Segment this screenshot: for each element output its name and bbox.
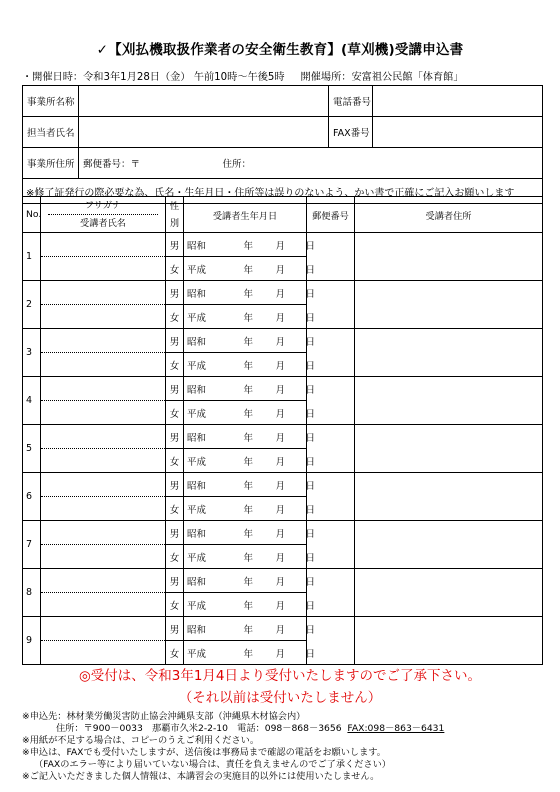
dob-cell[interactable] xyxy=(184,257,315,281)
era-label: 平成 xyxy=(187,312,207,324)
participant-address-field[interactable] xyxy=(355,329,543,377)
sex-male[interactable]: 男 xyxy=(166,233,184,257)
dob-cell[interactable] xyxy=(184,473,315,497)
participant-row xyxy=(23,329,543,353)
name-header xyxy=(41,197,166,233)
form-title: ✓【刈払機取扱作業者の安全衛生教育】(草刈機)受講申込書 xyxy=(96,42,464,58)
phone-field[interactable] xyxy=(373,86,543,117)
fax-note: ※申込は、FAXでも受付いたしますが、送信後は事務局まで確認の電話をお願いします。 xyxy=(22,747,386,758)
era-label: 昭和 xyxy=(187,576,207,588)
furigana-field[interactable] xyxy=(41,473,166,497)
office-info-table xyxy=(22,85,543,204)
year-label: 年 xyxy=(243,408,253,420)
year-label: 年 xyxy=(243,576,253,588)
sex-male[interactable]: 男 xyxy=(166,617,184,641)
row-number: 7 xyxy=(23,521,41,569)
month-label: 月 xyxy=(275,384,285,396)
participant-name-field[interactable] xyxy=(41,545,166,569)
month-label: 月 xyxy=(275,480,285,492)
event-date: ・開催日時：令和3年1月28日（金） 午前10時～午後5時 xyxy=(22,72,285,83)
participant-row xyxy=(23,521,543,545)
month-label: 月 xyxy=(275,336,285,348)
dob-cell[interactable] xyxy=(184,377,315,401)
furigana-field[interactable] xyxy=(41,617,166,641)
participant-address-field[interactable] xyxy=(355,233,543,281)
participant-address-field[interactable] xyxy=(355,617,543,665)
era-label: 昭和 xyxy=(187,528,207,540)
month-label: 月 xyxy=(275,288,285,300)
dob-cell[interactable] xyxy=(184,401,315,425)
furigana-field[interactable] xyxy=(41,329,166,353)
participant-address-field[interactable] xyxy=(355,377,543,425)
participant-name-field[interactable] xyxy=(41,449,166,473)
participant-name-field[interactable] xyxy=(41,593,166,617)
dob-cell[interactable] xyxy=(184,353,315,377)
sex-female[interactable]: 女 xyxy=(166,401,184,425)
participant-address-field[interactable] xyxy=(355,473,543,521)
addr-label: 住所： xyxy=(222,159,252,170)
sex-header-top: 性 xyxy=(169,200,180,212)
year-label: 年 xyxy=(243,312,253,324)
year-label: 年 xyxy=(243,288,253,300)
month-label: 月 xyxy=(275,312,285,324)
dob-cell[interactable] xyxy=(184,281,315,305)
sex-female[interactable]: 女 xyxy=(166,305,184,329)
sex-female[interactable]: 女 xyxy=(166,353,184,377)
month-label: 月 xyxy=(275,648,285,660)
sex-female[interactable]: 女 xyxy=(166,497,184,521)
year-label: 年 xyxy=(243,648,253,660)
dob-cell[interactable] xyxy=(184,233,315,257)
era-label: 平成 xyxy=(187,456,207,468)
year-label: 年 xyxy=(243,240,253,252)
day-label: 日 xyxy=(305,240,315,252)
fax-error-note: （FAXのエラー等により届いていない場合は、責任を負えませんのでご了承ください） xyxy=(34,759,391,770)
year-label: 年 xyxy=(243,360,253,372)
era-label: 昭和 xyxy=(187,240,207,252)
furigana-header: フリガナ xyxy=(48,197,158,215)
furigana-field[interactable] xyxy=(41,233,166,257)
year-label: 年 xyxy=(243,624,253,636)
row-number: 5 xyxy=(23,425,41,473)
year-label: 年 xyxy=(243,432,253,444)
month-label: 月 xyxy=(275,408,285,420)
year-label: 年 xyxy=(243,264,253,276)
year-label: 年 xyxy=(243,336,253,348)
era-label: 平成 xyxy=(187,504,207,516)
era-label: 平成 xyxy=(187,600,207,612)
dob-cell[interactable] xyxy=(184,593,315,617)
month-label: 月 xyxy=(275,456,285,468)
day-label: 日 xyxy=(305,432,315,444)
month-label: 月 xyxy=(275,504,285,516)
sex-female[interactable]: 女 xyxy=(166,593,184,617)
postal-label: 郵便番号：〒 xyxy=(83,159,141,170)
day-label: 日 xyxy=(305,384,315,396)
dob-cell[interactable] xyxy=(184,545,315,569)
row-number: 2 xyxy=(23,281,41,329)
sex-male[interactable]: 男 xyxy=(166,521,184,545)
month-label: 月 xyxy=(275,552,285,564)
day-label: 日 xyxy=(305,480,315,492)
dob-cell[interactable] xyxy=(184,305,315,329)
day-label: 日 xyxy=(305,576,315,588)
furigana-field[interactable] xyxy=(41,425,166,449)
furigana-field[interactable] xyxy=(41,521,166,545)
dob-cell[interactable] xyxy=(184,569,315,593)
dob-cell[interactable] xyxy=(184,617,315,641)
contact-label: 担当者氏名 xyxy=(23,117,79,148)
applicant-info: ※申込先：林材業労働災害防止協会沖縄県支部（沖縄県木材協会内） xyxy=(22,711,306,722)
sex-male[interactable]: 男 xyxy=(166,377,184,401)
year-label: 年 xyxy=(243,528,253,540)
dob-cell[interactable] xyxy=(184,497,315,521)
era-label: 平成 xyxy=(187,648,207,660)
era-label: 昭和 xyxy=(187,432,207,444)
participant-name-field[interactable] xyxy=(41,257,166,281)
day-label: 日 xyxy=(305,600,315,612)
sex-female[interactable]: 女 xyxy=(166,257,184,281)
office-name-field[interactable] xyxy=(79,86,329,117)
fax-label: FAX番号 xyxy=(329,117,373,148)
dob-header: 受講者生年月日 xyxy=(184,197,307,233)
day-label: 日 xyxy=(305,552,315,564)
year-label: 年 xyxy=(243,384,253,396)
fax-field[interactable] xyxy=(373,117,543,148)
era-label: 昭和 xyxy=(187,288,207,300)
era-label: 昭和 xyxy=(187,624,207,636)
sex-male[interactable]: 男 xyxy=(166,329,184,353)
row-number: 6 xyxy=(23,473,41,521)
era-label: 昭和 xyxy=(187,384,207,396)
year-label: 年 xyxy=(243,600,253,612)
month-label: 月 xyxy=(275,432,285,444)
participant-row xyxy=(23,569,543,593)
event-info xyxy=(22,68,464,83)
participant-address-field[interactable] xyxy=(355,569,543,617)
year-label: 年 xyxy=(243,480,253,492)
fax-number: FAX:098－863－6431 xyxy=(347,723,445,734)
row-number: 4 xyxy=(23,377,41,425)
row-number: 9 xyxy=(23,617,41,665)
phone-label: 電話番号 xyxy=(329,86,373,117)
sex-female[interactable]: 女 xyxy=(166,449,184,473)
sex-header-bottom: 別 xyxy=(169,217,180,229)
contact-address xyxy=(22,723,444,735)
roster-body xyxy=(23,233,543,665)
month-label: 月 xyxy=(275,360,285,372)
participant-name-field[interactable] xyxy=(41,305,166,329)
sex-female[interactable]: 女 xyxy=(166,545,184,569)
address-label: 事業所住所 xyxy=(23,148,79,179)
month-label: 月 xyxy=(275,528,285,540)
era-label: 平成 xyxy=(187,552,207,564)
day-label: 日 xyxy=(305,504,315,516)
dob-cell[interactable] xyxy=(184,521,315,545)
day-label: 日 xyxy=(305,456,315,468)
era-label: 平成 xyxy=(187,408,207,420)
month-label: 月 xyxy=(275,600,285,612)
dob-cell[interactable] xyxy=(184,329,315,353)
day-label: 日 xyxy=(305,264,315,276)
privacy-note: ※ご記入いただきました個人情報は、本講習会の実施目的以外には使用いたしません。 xyxy=(22,771,380,782)
dob-cell[interactable] xyxy=(184,641,315,665)
sex-male[interactable]: 男 xyxy=(166,425,184,449)
month-label: 月 xyxy=(275,264,285,276)
address-phone: 住所：〒900－0033 那覇市久米2-2-10 電話：098－868－3656 xyxy=(56,723,342,734)
participant-name-field[interactable] xyxy=(41,353,166,377)
participant-name-field[interactable] xyxy=(41,641,166,665)
era-label: 平成 xyxy=(187,360,207,372)
row-number: 3 xyxy=(23,329,41,377)
paper-note: ※用紙が不足する場合は、コピーのうえご利用ください。 xyxy=(22,735,260,746)
furigana-field[interactable] xyxy=(41,377,166,401)
year-label: 年 xyxy=(243,456,253,468)
day-label: 日 xyxy=(305,408,315,420)
furigana-field[interactable] xyxy=(41,281,166,305)
era-label: 平成 xyxy=(187,264,207,276)
participant-name-header: 受講者氏名 xyxy=(80,218,126,229)
sex-male[interactable]: 男 xyxy=(166,473,184,497)
postal-field[interactable] xyxy=(79,148,219,179)
year-label: 年 xyxy=(243,552,253,564)
sex-header xyxy=(166,197,184,233)
sex-male[interactable]: 男 xyxy=(166,569,184,593)
sex-female[interactable]: 女 xyxy=(166,641,184,665)
participant-row xyxy=(23,473,543,497)
month-label: 月 xyxy=(275,624,285,636)
day-label: 日 xyxy=(305,528,315,540)
reception-notice: ◎受付は、令和3年1月4日より受付いたしますのでご了承下さい。 xyxy=(78,668,482,684)
era-label: 昭和 xyxy=(187,336,207,348)
participant-row xyxy=(23,233,543,257)
address-field[interactable] xyxy=(219,148,543,179)
postal-header: 郵便番号 xyxy=(307,197,355,233)
participant-name-field[interactable] xyxy=(41,401,166,425)
day-label: 日 xyxy=(305,336,315,348)
participant-address-field[interactable] xyxy=(355,281,543,329)
furigana-field[interactable] xyxy=(41,569,166,593)
participant-address-field[interactable] xyxy=(355,521,543,569)
day-label: 日 xyxy=(305,624,315,636)
office-name-label: 事業所名称 xyxy=(23,86,79,117)
reception-subnotice: （それ以前は受付いたしません） xyxy=(178,690,382,706)
month-label: 月 xyxy=(275,576,285,588)
participant-roster xyxy=(22,196,543,665)
era-label: 昭和 xyxy=(187,480,207,492)
address-header: 受講者住所 xyxy=(355,197,543,233)
sex-male[interactable]: 男 xyxy=(166,281,184,305)
row-number: 8 xyxy=(23,569,41,617)
month-label: 月 xyxy=(275,240,285,252)
event-place: 開催場所：安富祖公民館「体育館」 xyxy=(300,72,464,83)
participant-row xyxy=(23,281,543,305)
day-label: 日 xyxy=(305,360,315,372)
participant-row xyxy=(23,617,543,641)
year-label: 年 xyxy=(243,504,253,516)
participant-address-field[interactable] xyxy=(355,425,543,473)
dob-cell[interactable] xyxy=(184,425,315,449)
participant-row xyxy=(23,377,543,401)
contact-field[interactable] xyxy=(79,117,329,148)
day-label: 日 xyxy=(305,312,315,324)
no-header: No. xyxy=(23,197,41,233)
day-label: 日 xyxy=(305,288,315,300)
dob-cell[interactable] xyxy=(184,449,315,473)
day-label: 日 xyxy=(305,648,315,660)
participant-name-field[interactable] xyxy=(41,497,166,521)
participant-row xyxy=(23,425,543,449)
accuracy-notice: ※修了証発行の際必要な為、氏名・生年月日・住所等は誤りのないよう、かい書で正確にご記入お願いします xyxy=(23,179,543,204)
row-number: 1 xyxy=(23,233,41,281)
